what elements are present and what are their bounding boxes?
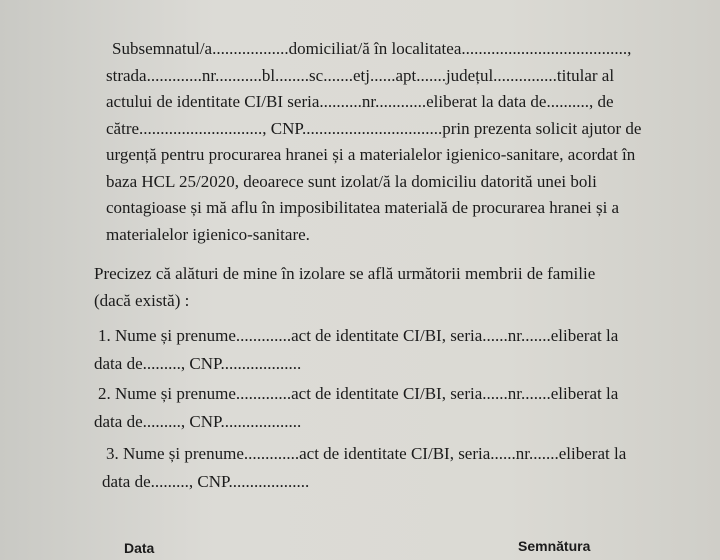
declaration-line-8: materialelor igienico-sanitare.	[106, 224, 310, 244]
declaration-line-3: actului de identitate CI/BI seria..........nr............eliberat la data de.........., de	[106, 92, 614, 111]
declaration-line-6: baza HCL 25/2020, deoarece sunt izolat/ă la domiciliu datorită unei boli	[106, 171, 597, 191]
declaration-line-4: către............................., CNP.................................prin prezenta solicit ajutor de	[106, 118, 642, 138]
family-member-2	[94, 380, 698, 436]
date-label: Data	[124, 540, 155, 556]
member-line-1: 1. Nume și prenume.............act de identitate CI/BI, seria......nr.......eliberat la	[98, 326, 619, 345]
declaration-paragraph	[106, 36, 690, 248]
family-member-3	[102, 440, 706, 496]
family-intro-line-2: (dacă există) :	[94, 290, 190, 310]
member-line-1: 2. Nume și prenume.............act de identitate CI/BI, seria......nr.......eliberat la	[98, 384, 619, 403]
declaration-line-2: strada.............nr...........bl........sc.......etj......apt.......județul...............titular al	[106, 65, 615, 85]
family-members-intro	[94, 261, 694, 314]
member-line-1: 3. Nume și prenume.............act de identitate CI/BI, seria......nr.......eliberat la	[106, 444, 627, 463]
declaration-line-5: urgență pentru procurarea hranei și a materialelor igienico-sanitare, acordat în	[106, 145, 636, 164]
member-line-2: data de........., CNP...................	[102, 472, 310, 491]
signature-label: Semnătura	[518, 538, 591, 554]
family-member-1	[94, 322, 698, 378]
family-intro-line-1: Precizez că alături de mine în izolare se află următorii membrii de familie	[94, 264, 596, 283]
member-line-2: data de........., CNP...................	[94, 354, 302, 373]
declaration-line-7: contagioase și mă aflu în imposibilitatea materială de procurarea hranei și a	[106, 198, 620, 217]
declaration-line-1: Subsemnatul/a..................domiciliat/ă în localitatea.......................................,	[112, 39, 632, 58]
member-line-2: data de........., CNP...................	[94, 412, 302, 431]
